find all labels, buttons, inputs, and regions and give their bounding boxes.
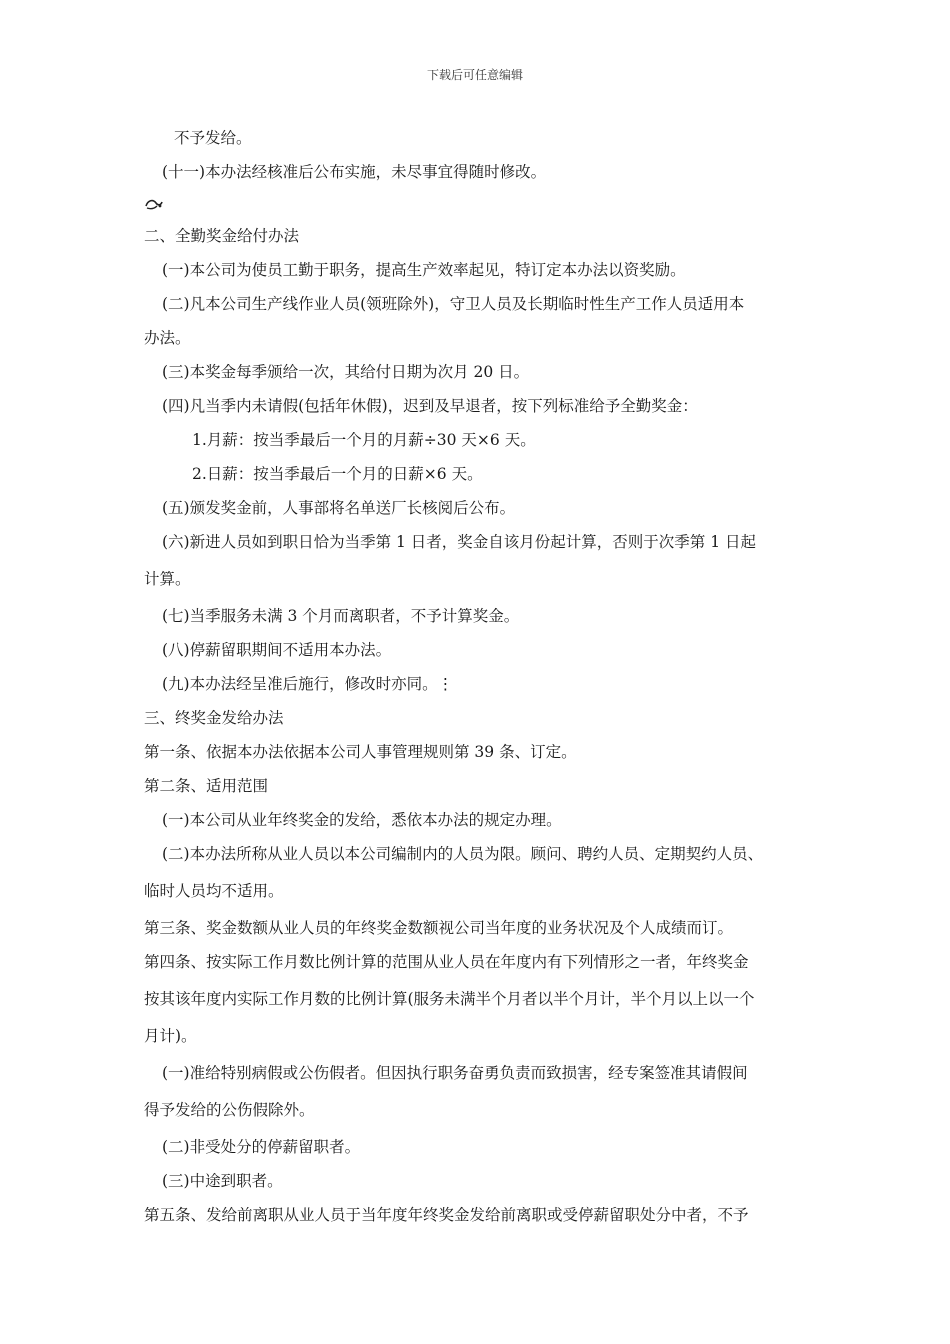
paragraph-line: (一)本公司为使员工勤于职务，提高生产效率起见，特订定本办法以资奖励。: [162, 261, 686, 279]
paragraph-line: 第五条、发给前离职从业人员于当年度年终奖金发给前离职或受停薪留职处分中者，不予: [144, 1206, 749, 1224]
paragraph-line: (二)非受处分的停薪留职者。: [162, 1138, 361, 1156]
paragraph-line: (九)本办法经呈准后施行，修改时亦同。⋮: [162, 675, 454, 693]
list-item: 2.日薪：按当季最后一个月的日薪×6 天。: [192, 465, 483, 483]
paragraph-line: (十一)本办法经核准后公布实施，未尽事宜得随时修改。: [162, 163, 547, 181]
paragraph-line: 第三条、奖金数额从业人员的年终奖金数额视公司当年度的业务状况及个人成绩而订。: [144, 919, 734, 937]
paragraph-line: 第一条、依据本办法依据本公司人事管理规则第 39 条、订定。: [144, 743, 577, 761]
paragraph-line: (四)凡当季内未请假(包括年休假)，迟到及早退者，按下列标准给予全勤奖金：: [162, 397, 698, 415]
paragraph-line: 月计)。: [144, 1027, 197, 1045]
section-heading: 二、全勤奖金给付办法: [144, 227, 300, 245]
paragraph-line: (二)本办法所称从业人员以本公司编制内的人员为限。顾问、聘约人员、定期契约人员、: [162, 845, 764, 863]
ornament-icon: [144, 189, 824, 219]
page-header-note: 下载后可任意编辑: [426, 68, 523, 82]
paragraph-line: 第二条、适用范围: [144, 777, 269, 795]
paragraph-line: (一)本公司从业年终奖金的发给，悉依本办法的规定办理。: [162, 811, 562, 829]
paragraph-line: (一)准给特别病假或公伤假者。但因执行职务奋勇负责而致损害，经专案签准其请假间: [162, 1064, 748, 1082]
paragraph-line: 临时人员均不适用。: [144, 882, 284, 900]
document-body: [144, 121, 824, 1232]
paragraph-line: (六)新进人员如到职日恰为当季第 1 日者，奖金自该月份起计算，否则于次季第 1 日起: [162, 533, 757, 551]
paragraph-line: (三)中途到职者。: [162, 1172, 283, 1190]
paragraph-line: 不予发给。: [174, 129, 252, 147]
paragraph-line: (五)颁发奖金前，人事部将名单送厂长核阅后公布。: [162, 499, 516, 517]
paragraph-line: (七)当季服务未满 3 个月而离职者，不予计算奖金。: [162, 607, 520, 625]
paragraph-line: 得予发给的公伤假除外。: [144, 1101, 315, 1119]
paragraph-line: (二)凡本公司生产线作业人员(领班除外)，守卫人员及长期临时性生产工作人员适用本: [162, 295, 745, 313]
section-heading: 三、终奖金发给办法: [144, 709, 284, 727]
paragraph-line: 第四条、按实际工作月数比例计算的范围从业人员在年度内有下列情形之一者，年终奖金: [144, 953, 749, 971]
paragraph-line: 办法。: [144, 329, 191, 347]
paragraph-line: 按其该年度内实际工作月数的比例计算(服务未满半个月者以半个月计，半个月以上以一个: [144, 990, 755, 1008]
paragraph-line: 计算。: [144, 570, 191, 588]
list-item: 1.月薪：按当季最后一个月的月薪÷30 天×6 天。: [192, 431, 536, 449]
paragraph-line: (三)本奖金每季颁给一次，其给付日期为次月 20 日。: [162, 363, 530, 381]
paragraph-line: (八)停薪留职期间不适用本办法。: [162, 641, 392, 659]
